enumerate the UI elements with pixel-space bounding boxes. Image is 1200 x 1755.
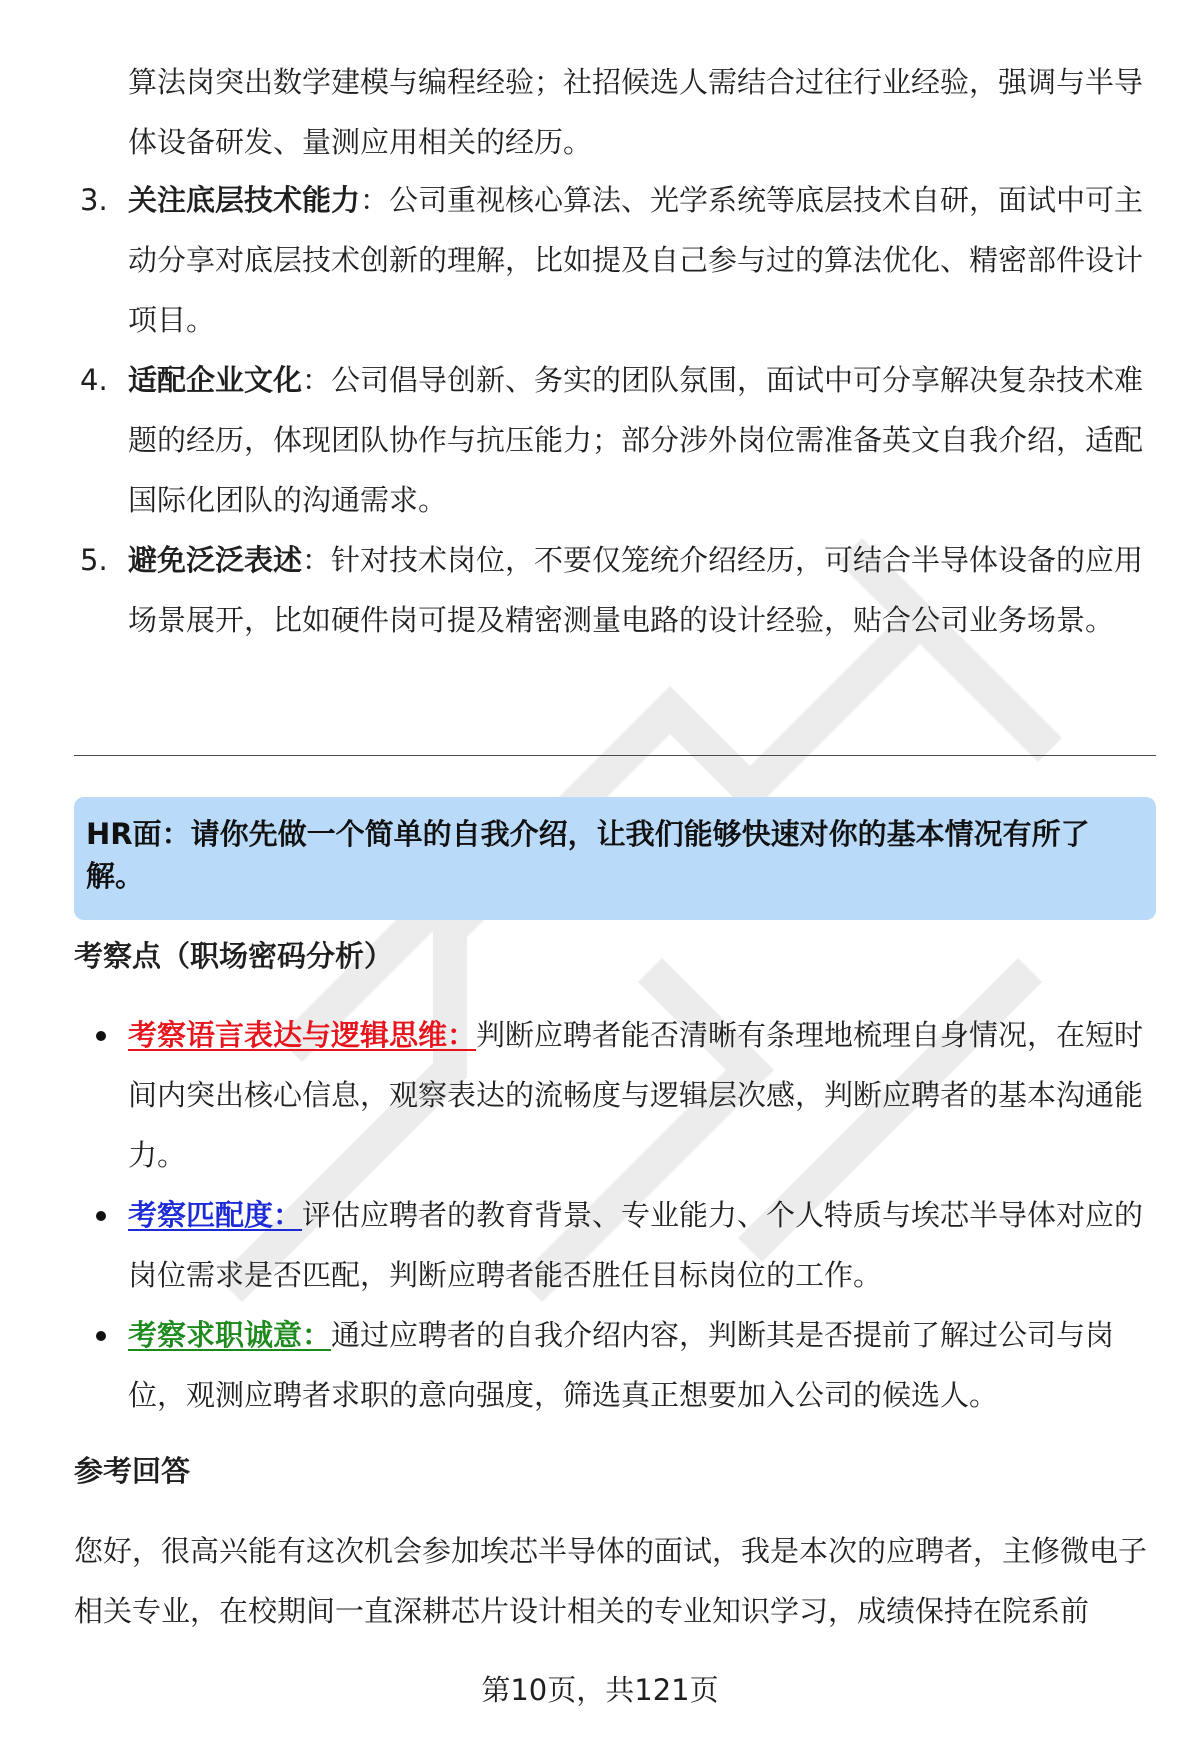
intro-continuation: 算法岗突出数学建模与编程经验；社招候选人需结合过往行业经验，强调与半导体设备研发、量测应用相关的经历。 [128, 65, 1144, 159]
bullet-dot-icon [96, 1211, 106, 1221]
tip-item [80, 350, 1148, 530]
bullet-dot-icon [96, 1331, 106, 1341]
assessment-heading: 考察点（职场密码分析） [74, 939, 394, 973]
assessment-list [96, 1005, 1148, 1425]
hr-question: HR面：请你先做一个简单的自我介绍，让我们能够快速对你的基本情况有所了解。 [86, 817, 1090, 893]
tip-number: 4. [80, 363, 108, 397]
page-footer: 第10页，共121页 [481, 1673, 719, 1707]
reference-heading: 参考回答 [74, 1454, 191, 1488]
tip-separator: ： [360, 183, 390, 217]
tip-item [80, 170, 1148, 350]
assessment-text: 评估应聘者的教育背景、专业能力、个人特质与埃芯半导体对应的岗位需求是否匹配，判断应聘者能否胜任目标岗位的工作。 [128, 1198, 1144, 1292]
tip-number: 3. [80, 183, 108, 217]
assessment-text: 判断应聘者能否清晰有条理地梳理自身情况，在短时间内突出核心信息，观察表达的流畅度与逻辑层次感，判断应聘者的基本沟通能力。 [128, 1018, 1144, 1172]
reference-answer: 您好，很高兴能有这次机会参加埃芯半导体的面试，我是本次的应聘者，主修微电子相关专业，在校期间一直深耕芯片设计相关的专业知识学习，成绩保持在院系前 [74, 1534, 1148, 1628]
assessment-label: 考察匹配度： [128, 1198, 303, 1232]
tip-text: 公司倡导创新、务实的团队氛围，面试中可分享解决复杂技术难题的经历，体现团队协作与抗压能力；部分涉外岗位需准备英文自我介绍，适配国际化团队的沟通需求。 [128, 363, 1144, 517]
tip-text: 公司重视核心算法、光学系统等底层技术自研，面试中可主动分享对底层技术创新的理解，比如提及自己参与过的算法优化、精密部件设计项目。 [128, 183, 1144, 337]
assessment-text: 通过应聘者的自我介绍内容，判断其是否提前了解过公司与岗位，观测应聘者求职的意向强度，筛选真正想要加入公司的候选人。 [128, 1318, 1115, 1412]
tip-text: 针对技术岗位，不要仅笼统介绍经历，可结合半导体设备的应用场景展开，比如硬件岗可提及精密测量电路的设计经验，贴合公司业务场景。 [128, 543, 1144, 637]
tip-title: 适配企业文化 [128, 363, 303, 397]
assessment-item [96, 1185, 1148, 1305]
tip-title: 关注底层技术能力 [128, 183, 361, 217]
assessment-item [96, 1005, 1148, 1185]
section-divider [74, 755, 1156, 756]
tip-item [80, 530, 1148, 650]
assessment-label: 考察求职诚意： [128, 1318, 332, 1352]
tip-separator: ： [302, 363, 332, 397]
assessment-label: 考察语言表达与逻辑思维： [128, 1018, 477, 1052]
hr-question-box [74, 797, 1156, 920]
tip-title: 避免泛泛表述 [128, 543, 303, 577]
tips-list [80, 170, 1148, 650]
tip-number: 5. [80, 543, 108, 577]
bullet-dot-icon [96, 1031, 106, 1041]
tip-separator: ： [302, 543, 332, 577]
assessment-item [96, 1305, 1148, 1425]
